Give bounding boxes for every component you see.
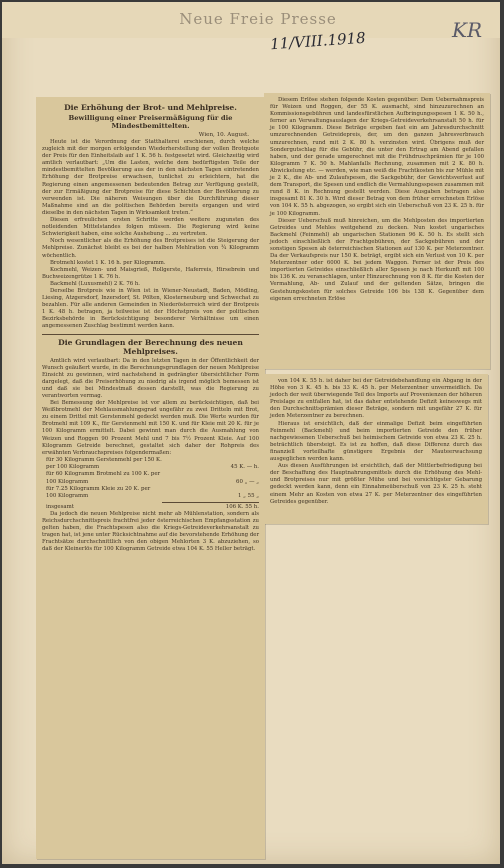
price-calculation (42, 457, 259, 511)
paragraph: Noch wesentlicher als die Erhöhung des Brotpreises ist die Steigerung der Mehlpreise. Zunächst bleibt es bei der halben Mehlration von ¾ Kilogramm wöchentlich. (42, 238, 259, 259)
calc-amount: 106 K. 55 h. (225, 503, 259, 510)
paragraph: Derselbe Brotpreis wie in Wien ist in Wiener-Neustadt, Baden, Mödling, Liesing, Atzgersdorf, Inzersdorf, St. Pölten, Klosterneuburg und Schwechat zu bezahlen. Für alle anderen Gemeinden in Niederösterreich wird der Brotpreis 1 K. 48 h. betragen, ja teilweise ist der Höchstpreis von der politischen Bezirksbehörde in Berücksichtigung besonderer Verhältnisse um einen angemessenen Zuschlag bestimmt werden kann. (42, 287, 259, 330)
calc-row (42, 493, 259, 500)
paragraph: Heute ist die Verordnung der Statthalterei erschienen, durch welche zugleich mit der morgen erfolgenden Wiederherstellung der vollen Brotquote der Preis für den Einheitslaib auf 1 K. 56 h. festgesetzt wird. Gleichzeitig wird amtlich verlautbart: „Um die Lasten, welche dem bedürftigsten Teile der mindestbemittelten Bevölkerung aus der in den nächsten Tagen eintretenden Erhöhung der Brotpreise erwachsen, tunlichst zu erleichtern, hat die Regierung einen angemessenen bedeutenden Betrag zur Verfügung gestellt, der zur Ermäßigung der Brotpreise für diese Schichten der Bevölkerung zu verwenden ist. Die näheren Weisungen über die Durchführung dieser Maßnahme sind an die politischen Behörden bereits ergangen und wird dieselbe in den nächsten Tagen in Wirksamkeit treten.“ (42, 139, 259, 216)
paragraph: Kochmehl, Weizen- und Maisgrieß, Rollgerste, Haferreis, Hirsebrein und Buchweizengrütze 1 K. 76 h. (42, 266, 259, 280)
calc-row (42, 471, 259, 478)
paragraph: Brotmehl kostet 1 K. 16 h. per Kilogramm. (50, 259, 166, 266)
calc-label: insgesamt (46, 503, 74, 510)
article-dateline: Wien, 10. August. (198, 132, 249, 138)
calc-label: per 100 Kilogramm (46, 464, 100, 471)
clipping-right-bottom (264, 374, 488, 524)
section-title: Die Grundlagen der Berechnung des neuen Mehlpreises. (58, 337, 243, 356)
paragraph: Backmehl (Luxusmehl) 2 K. 76 h. (50, 280, 140, 287)
calc-total-row (42, 504, 259, 511)
calc-row (42, 479, 259, 486)
paragraph: Dieser Ueberschuß muß hinreichen, um die Mehlposten des importierten Getreides und Mehles weitgehend zu decken. Nun kostet ungarisches Backmehl (Feinmehl) ab ungarischen Stationen 96 K. 50 h. Es stellt sich jedoch einschließlich der Frachtgebühren, der Sackgebühren und der sonstigen Spesen ab österreichischen Stationen auf 130 K. per Meterzentner. Da der Verkaufspreis nur 150 K. beträgt, ergibt sich ein Verlust von 10 K. per Meterzentner oder 6000 K. bei jedem Waggon. Ferner ist der Preis des importierten Getreides einschließlich aller Spesen je nach Herkunft mit 100 bis 136 K. zu veranschlagen, unter Hinzurechnung von 8 K. für die Kosten der Vermahlung, Ab- und Zulauf und der geltenden Sätze, bringen die Gestehungskosten für solches Getreide 106 bis 138 K. Gegenüber dem eigenen errechneten Erlöse (270, 217, 484, 302)
article-subtitle: Bewilligung einer Preisermäßigung für die Mindestbemittelten. (68, 114, 233, 130)
paragraph: Aus diesen Ausführungen ist ersichtlich, daß der Mittlerbefriedigung bei der Beschaffung des Hauptnahrungsmittels durch die Erhöhung des Mehl- und Brotpreises nur mit größter Mühe und bei vorsichtigster Gebarung gedeckt werden kann, denn ein Einnahmeüberschuß von 23 K. 25 h. steht einem Mehr an Kosten von etwa 27 K. per Meterzentner des eingeführten Getreides gegenüber. (270, 463, 482, 505)
calc-amount: 60 „ — „ (236, 478, 259, 485)
calc-amount: 1 „ 55 „ (237, 493, 259, 500)
calc-label: 100 Kilogramm (46, 493, 89, 500)
calc-label: für 60 Kilogramm Brotmehl zu 100 K. per (46, 471, 161, 478)
paragraph: Diesem Erlöse stehen folgende Kosten gegenüber: Dem Uebernahmspreis für Weizen und Roggen, der 55 K. ausmacht, sind hinzuzurechnen an Kommissionsgebühren und landesfürstlichen Aufbringungsspesen 1 K. 50 h., ferner an Verwaltungsauslagen der Kriegs-Getreideverkehrsanstalt 50 h. für je 100 Kilogramm. Diese Beträge ergeben fast ein am Jahresdurchschnitt umzurechnenden Getreidepreis, der, um den ganzen Jahresverbrauch umzurechnen, rund mit 2 K. 80 h. verzinsten wird. Übrigens muß der Sondergutschlag für die Gebühr, die unter den Ertrag am Abend gefallen haben, und der gerade umgerechnet mit die Frühdruschprämien für je 100 Kilogramm 7 K. 50 h. Mahlanfalls Rechnung, zusammen mit 2 K. 80 h. Abwickelung etc. — werden, wie man weiß die Frachtkosten bis zur Mühle mit je 2 K., die Ab- und Zulaufspesen, die Sackgebühr, der Gewichtsverlust auf dem Transport, die Spesen und endlich die Vermahlungsspesen zusammen mit rund 8 K. in Rechnung gestellt werden. Diese Ausgaben betragen also insgesamt 81 K. 30 h. Wird dieser Betrag von dem früher errechneten Erlöse von 104 K. 55 h. abgezogen, so ergibt sich ein Ueberschuß von 23 K. 25 h. für je 100 Kilogramm. (270, 97, 484, 217)
sum-rule (162, 502, 259, 503)
clipping-left-column (36, 97, 265, 859)
paragraph: Bei Bemessung der Mehlpreise ist vor allem zu berücksichtigen, daß bei Weißbrotmehl der Mehlausmahlungsgrad ungefähr zu zwei Dritteln mit Brot, zu einem Drittel mit Gerstenmehl gedeckt werden muß. Die Werte wurden für Brotmehl mit 109 K., für Gerstenmehl mit 150 K. und für Kleie mit 20 K. für je 100 Kilogramm ermittelt. Dabei gewinnt man durch die Ausmahlung von Weizen und Roggen 90 Prozent Mehl und 7 bis 7½ Prozent Kleie. Auf 100 Kilogramm Getreide berechnet, gestaltet sich daher der Rohpreis des erwähnten Verbrauchspreises folgendermaßen: (42, 400, 259, 456)
handwritten-initials: KR (452, 18, 482, 42)
section-divider (42, 334, 259, 335)
article-title: Die Erhöhung der Brot- und Mehlpreise. (64, 103, 237, 112)
newspaper-masthead: Neue Freie Presse (179, 10, 337, 28)
calc-row (42, 486, 259, 493)
calc-label: für 7.25 Kilogramm Kleie zu 20 K. per (46, 486, 151, 493)
paragraph: Diesen erfreulichen ersten Schritte werden weitere zugunsten des notleidenden Mittelstandes folgen müssen. Die Regierung wird keine Schwierigkeit haben, eine solche Aushebung ... zu vertreten. (42, 217, 259, 238)
paragraph: von 104 K. 55 h. ist daher bei der Getreidebehandlung ein Abgang in der Höhe von 3 K. 45 h. bis 33 K. 45 h. per Meterzentner unvermeidlich. Da jedoch der weit überwiegende Teil des Imports auf Provenienzen der höheren Preislage zu entfallen hat, ist das daher entstehende Defizit keineswegs mit den Durchschnittsprämien dieser Beträge, sondern mit ungefähr 27 K. für jeden Meterzentner zu berechnen. (270, 378, 482, 420)
calc-row (42, 457, 259, 464)
calc-row (42, 464, 259, 471)
paragraph: Hieraus ist ersichtlich, daß der einmalige Defizit beim eingeführten Feinmehl (Backmehl) und beim importierten Getreide den früher nachgewiesenen Ueberschuß bei heimischem Getreide von etwa 23 K. 25 h. beträchtlich übersteigt. Es ist zu hoffen, daß diese Differenz durch das finanziell vorteilhafte günstigere Ergebnis der Mauteerwachsung ausgeglichen werden kann. (270, 420, 482, 463)
handwritten-date: 11/VIII.1918 (269, 28, 367, 54)
calc-label: für 30 Kilogramm Gerstenmehl per 150 K. (46, 456, 162, 463)
calc-label: 100 Kilogramm (46, 478, 89, 485)
clipping-right-top (264, 93, 490, 369)
paragraph: Amtlich wird verlautbart: Da in den letzten Tagen in der Öffentlichkeit der Wunsch geäußert wurde, in die Berechnungsgrundlagen der neuen Mehlpreise Einsicht zu gewinnen, wird nachstehend in gedrängter übersichtlicher Form dargelegt, daß die Preiserhöhung zu niedrig als irgend möglich bemessen ist und daß sie bei Mindestmaß dessen darstellt, was die Regierung zu verantworten vermag. (42, 357, 259, 399)
scrapbook-page (2, 2, 500, 864)
calc-amount: 45 K. — h. (230, 464, 259, 471)
paragraph: Da jedoch die neuen Mehlpreise nicht mehr ab Mühlenstation, sondern als Reichsdurchschnittspreis frachtfrei jeder österreichischen Empfangsstation zu gelten haben, die Frachtspesen also die Kriegs-Getreideverkehrsanstalt zu tragen hat, ist jene unter Rücksichtnahme auf die bevorstehende Erhöhung der Frachtsätze durchschnittlich von den obigen Mehlorten 3 K. abzuziehen, so daß der Kleinerlös für 100 Kilogramm Getreide etwa 104 K. 55 Heller beträgt. (42, 510, 259, 553)
